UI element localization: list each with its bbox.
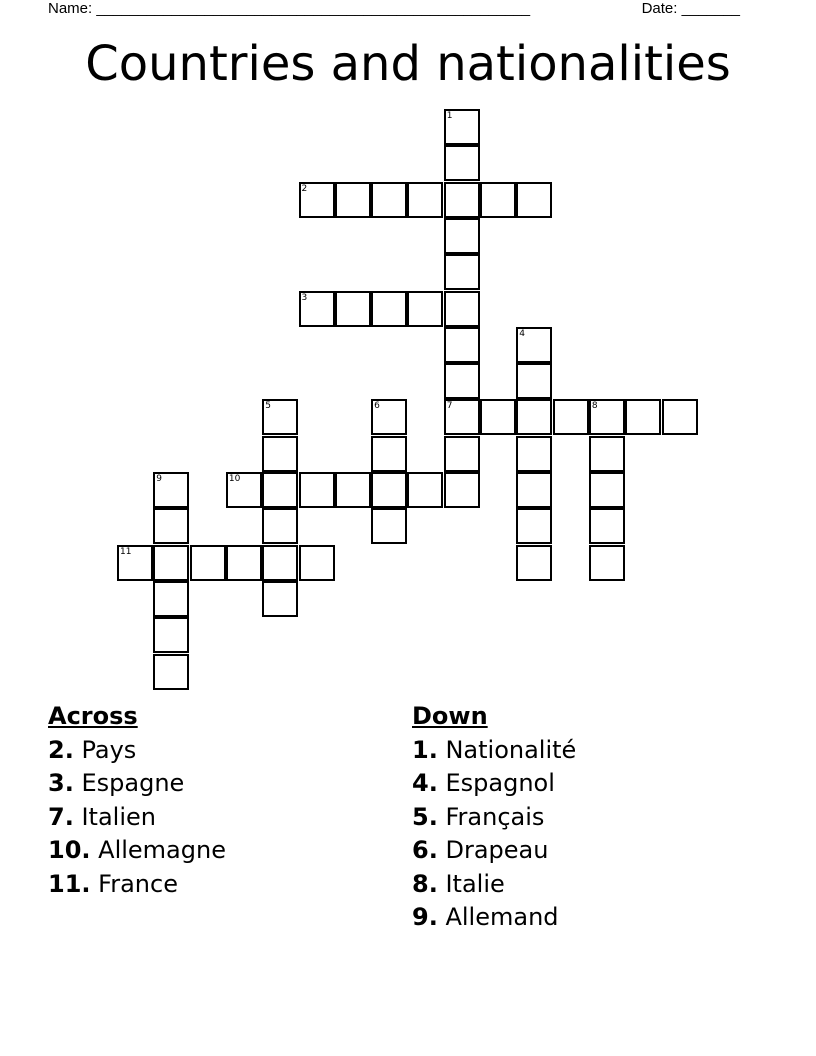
grid-cell[interactable] bbox=[371, 436, 407, 472]
grid-cell[interactable] bbox=[444, 472, 480, 508]
clue-text: Français bbox=[445, 802, 545, 831]
grid-cell[interactable] bbox=[589, 472, 625, 508]
grid-cell[interactable] bbox=[371, 182, 407, 218]
grid-cell[interactable] bbox=[153, 545, 189, 581]
down-clue bbox=[412, 901, 576, 935]
grid-cell[interactable] bbox=[516, 327, 552, 363]
grid-cell[interactable] bbox=[516, 545, 552, 581]
date-field[interactable]: Date: _______ bbox=[641, 0, 740, 17]
down-clue bbox=[412, 801, 576, 835]
clue-number: 2. bbox=[48, 735, 74, 764]
grid-cell[interactable] bbox=[444, 254, 480, 290]
down-clue bbox=[412, 767, 576, 801]
grid-cell[interactable] bbox=[662, 399, 698, 435]
grid-cell[interactable] bbox=[516, 363, 552, 399]
grid-cell[interactable] bbox=[190, 545, 226, 581]
grid-cell[interactable] bbox=[444, 291, 480, 327]
grid-cell[interactable] bbox=[371, 472, 407, 508]
grid-cell[interactable] bbox=[516, 472, 552, 508]
grid-cell[interactable] bbox=[516, 508, 552, 544]
down-clue bbox=[412, 734, 576, 768]
clue-text: Allemagne bbox=[98, 836, 226, 864]
across-clue bbox=[48, 834, 226, 868]
cell-number: 1 bbox=[446, 111, 453, 121]
grid-cell[interactable] bbox=[335, 291, 371, 327]
clue-number: 10. bbox=[48, 836, 91, 864]
clue-number: 9. bbox=[412, 903, 438, 931]
across-clue bbox=[48, 868, 226, 902]
grid-cell[interactable] bbox=[299, 291, 335, 327]
grid-cell[interactable] bbox=[371, 291, 407, 327]
clue-number: 8. bbox=[412, 869, 438, 898]
grid-cell[interactable] bbox=[262, 508, 298, 544]
grid-cell[interactable] bbox=[226, 472, 262, 508]
clue-number: 1. bbox=[412, 735, 438, 764]
cell-number: 7 bbox=[446, 401, 453, 412]
name-field[interactable]: Name: ____________________________________________________ bbox=[48, 0, 531, 17]
clue-text: Drapeau bbox=[445, 836, 549, 864]
clue-number: 4. bbox=[412, 769, 438, 797]
cell-number: 10 bbox=[228, 474, 241, 484]
grid-cell[interactable] bbox=[516, 399, 552, 435]
grid-cell[interactable] bbox=[262, 581, 298, 617]
grid-cell[interactable] bbox=[444, 145, 480, 181]
clue-text: Espagne bbox=[81, 769, 185, 797]
clue-number: 5. bbox=[412, 802, 438, 831]
grid-cell[interactable] bbox=[407, 291, 443, 327]
grid-cell[interactable] bbox=[153, 581, 189, 617]
grid-cell[interactable] bbox=[299, 182, 335, 218]
grid-cell[interactable] bbox=[444, 399, 480, 435]
down-clues bbox=[412, 700, 576, 935]
grid-cell[interactable] bbox=[444, 182, 480, 218]
grid-cell[interactable] bbox=[262, 472, 298, 508]
grid-cell[interactable] bbox=[117, 545, 153, 581]
grid-cell[interactable] bbox=[262, 545, 298, 581]
across-heading: Across bbox=[48, 702, 138, 730]
grid-cell[interactable] bbox=[480, 399, 516, 435]
grid-cell[interactable] bbox=[262, 436, 298, 472]
cell-number: 5 bbox=[265, 401, 271, 412]
down-heading: Down bbox=[412, 702, 488, 730]
grid-cell[interactable] bbox=[335, 472, 371, 508]
down-clue bbox=[412, 834, 576, 868]
clue-number: 7. bbox=[48, 802, 74, 831]
grid-cell[interactable] bbox=[153, 617, 189, 653]
clue-number: 11. bbox=[48, 869, 91, 898]
grid-cell[interactable] bbox=[335, 182, 371, 218]
grid-cell[interactable] bbox=[444, 436, 480, 472]
grid-cell[interactable] bbox=[444, 109, 480, 145]
grid-cell[interactable] bbox=[299, 545, 335, 581]
grid-cell[interactable] bbox=[516, 182, 552, 218]
grid-cell[interactable] bbox=[153, 654, 189, 690]
grid-cell[interactable] bbox=[480, 182, 516, 218]
page-title: Countries and nationalities bbox=[85, 36, 731, 92]
cell-number: 9 bbox=[156, 474, 163, 484]
across-clue bbox=[48, 801, 226, 835]
clue-text: Allemand bbox=[445, 903, 559, 931]
grid-cell[interactable] bbox=[153, 472, 189, 508]
grid-cell[interactable] bbox=[553, 399, 589, 435]
cell-number: 11 bbox=[120, 546, 132, 557]
grid-cell[interactable] bbox=[589, 545, 625, 581]
grid-cell[interactable] bbox=[516, 436, 552, 472]
grid-cell[interactable] bbox=[589, 436, 625, 472]
down-clue bbox=[412, 868, 576, 902]
grid-cell[interactable] bbox=[589, 399, 625, 435]
across-clue bbox=[48, 767, 226, 801]
clue-text: Italie bbox=[445, 869, 505, 898]
clue-text: Pays bbox=[81, 735, 137, 764]
grid-cell[interactable] bbox=[299, 472, 335, 508]
cell-number: 3 bbox=[301, 292, 308, 303]
grid-cell[interactable] bbox=[407, 472, 443, 508]
grid-cell[interactable] bbox=[226, 545, 262, 581]
cell-number: 8 bbox=[591, 401, 598, 412]
grid-cell[interactable] bbox=[371, 508, 407, 544]
cell-number: 2 bbox=[301, 183, 308, 194]
clue-text: Nationalité bbox=[445, 735, 577, 764]
grid-cell[interactable] bbox=[444, 218, 480, 254]
clue-text: Espagnol bbox=[445, 769, 555, 797]
cell-number: 6 bbox=[374, 401, 380, 412]
grid-cell[interactable] bbox=[444, 363, 480, 399]
cell-number: 4 bbox=[519, 328, 526, 339]
across-clue bbox=[48, 734, 226, 768]
grid-cell[interactable] bbox=[371, 399, 407, 435]
grid-cell[interactable] bbox=[444, 327, 480, 363]
grid-cell[interactable] bbox=[625, 399, 661, 435]
clue-number: 3. bbox=[48, 769, 74, 797]
across-clues bbox=[48, 700, 226, 901]
grid-cell[interactable] bbox=[589, 508, 625, 544]
grid-cell[interactable] bbox=[153, 508, 189, 544]
clue-text: Italien bbox=[81, 802, 156, 831]
clue-text: France bbox=[98, 869, 178, 898]
grid-cell[interactable] bbox=[262, 399, 298, 435]
clue-number: 6. bbox=[412, 836, 438, 864]
grid-cell[interactable] bbox=[407, 182, 443, 218]
